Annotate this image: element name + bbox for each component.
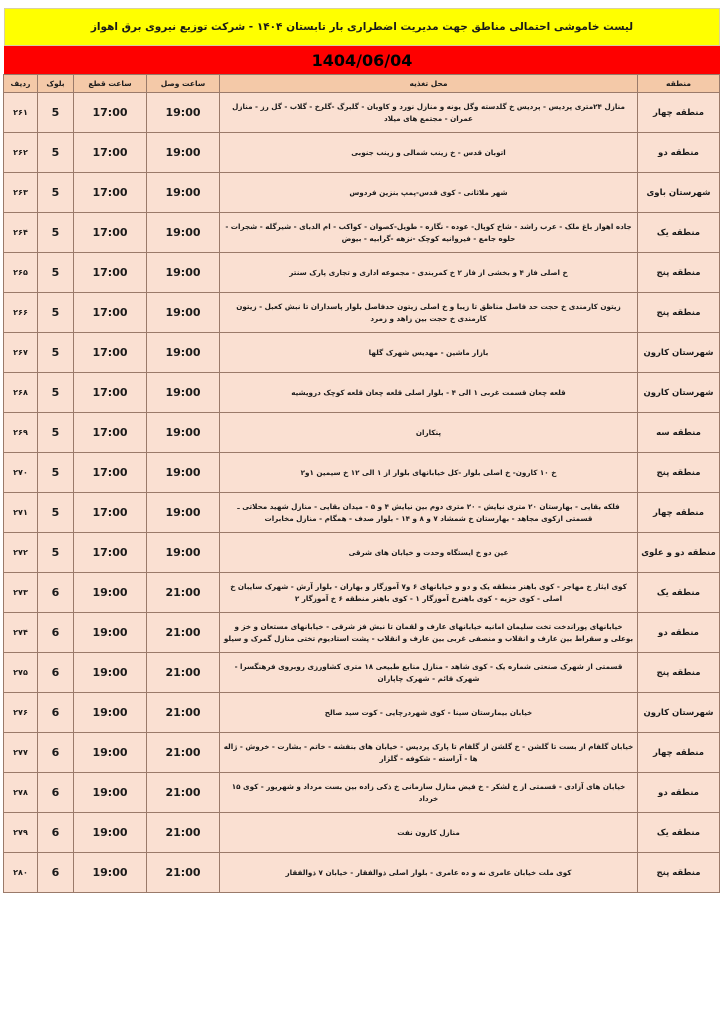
cell-place: زیتون کارمندی خ حجت حد فاصل مناظق تا زیبا و خ اصلی زیتون حدفاصل بلوار پاسداران تا نبش کعبل - زیتون کارمندی خ حجت بین زاهد و زمرد: [220, 293, 638, 333]
cell-place: پنکاران: [220, 413, 638, 453]
cell-index: ۲۶۱: [4, 93, 38, 133]
cell-region: منطقه پنج: [638, 853, 720, 893]
cell-restore-time: 21:00: [147, 773, 220, 813]
table-row: [4, 693, 720, 733]
cell-block: 6: [38, 573, 74, 613]
cell-index: ۲۶۴: [4, 213, 38, 253]
cell-block: 5: [38, 453, 74, 493]
cell-region: منطقه یک: [638, 573, 720, 613]
cell-restore-time: 19:00: [147, 253, 220, 293]
cell-region: منطقه سه: [638, 413, 720, 453]
cell-index: ۲۶۶: [4, 293, 38, 333]
column-header-restore-time: ساعت وصل: [147, 75, 220, 93]
table-row: [4, 813, 720, 853]
cell-block: 6: [38, 653, 74, 693]
report-date: 1404/06/04: [311, 50, 413, 70]
cell-region: منطقه پنج: [638, 453, 720, 493]
cell-region: منطقه یک: [638, 813, 720, 853]
cell-outage-time: 19:00: [74, 733, 147, 773]
table-row: [4, 853, 720, 893]
cell-outage-time: 17:00: [74, 293, 147, 333]
table-body: [4, 93, 720, 893]
table-row: [4, 533, 720, 573]
report-title: لیست خاموشی احتمالی مناطق جهت مدیریت اضطراری بار تابستان ۱۴۰۴ - شرکت توزیع نیروی برق اهواز: [90, 21, 634, 33]
cell-region: منطقه چهار: [638, 493, 720, 533]
cell-block: 6: [38, 733, 74, 773]
cell-region: منطقه دو: [638, 613, 720, 653]
cell-index: ۲۷۹: [4, 813, 38, 853]
cell-index: ۲۷۶: [4, 693, 38, 733]
cell-index: ۲۷۷: [4, 733, 38, 773]
cell-restore-time: 21:00: [147, 573, 220, 613]
cell-index: ۲۶۳: [4, 173, 38, 213]
cell-place: بازار ماشین - مهدیس شهرک گلها: [220, 333, 638, 373]
cell-index: ۲۶۵: [4, 253, 38, 293]
table-row: [4, 253, 720, 293]
table-row: [4, 493, 720, 533]
column-header-block: بلوک: [38, 75, 74, 93]
table-row: [4, 373, 720, 413]
cell-block: 5: [38, 373, 74, 413]
cell-restore-time: 19:00: [147, 533, 220, 573]
table-row: [4, 653, 720, 693]
cell-region: منطقه پنج: [638, 293, 720, 333]
cell-place: اتوبان قدس - خ زینب شمالی و زینب جنوبی: [220, 133, 638, 173]
cell-restore-time: 19:00: [147, 213, 220, 253]
cell-block: 6: [38, 773, 74, 813]
table-header-row: [4, 75, 720, 93]
cell-restore-time: 19:00: [147, 493, 220, 533]
cell-place: کوی ملت خیابان عامری نه و ده عامری - بلوار اصلی ذوالفقار - خیابان ۷ ذوالفقار: [220, 853, 638, 893]
column-header-place: محل تغذیه: [220, 75, 638, 93]
table-row: [4, 293, 720, 333]
cell-block: 5: [38, 173, 74, 213]
cell-outage-time: 19:00: [74, 853, 147, 893]
cell-index: ۲۶۸: [4, 373, 38, 413]
cell-index: ۲۸۰: [4, 853, 38, 893]
cell-index: ۲۷۴: [4, 613, 38, 653]
cell-place: خ ۱۰ کارون- خ اصلی بلوار -کل خیابانهای بلوار از ۱ الی ۱۲ خ سیمین ۱و۲: [220, 453, 638, 493]
cell-index: ۲۷۵: [4, 653, 38, 693]
cell-outage-time: 19:00: [74, 573, 147, 613]
column-header-index: ردیف: [4, 75, 38, 93]
cell-region: شهرستان کارون: [638, 373, 720, 413]
cell-index: ۲۶۷: [4, 333, 38, 373]
cell-outage-time: 17:00: [74, 253, 147, 293]
cell-restore-time: 19:00: [147, 373, 220, 413]
cell-place: خ اصلی فاز ۴ و بخشی از فاز ۲ خ کمربندی - مجموعه اداری و تجاری پارک سنتر: [220, 253, 638, 293]
cell-restore-time: 19:00: [147, 293, 220, 333]
cell-place: شهر ملاثانی - کوی قدس-پمپ بنزین فردوس: [220, 173, 638, 213]
outage-table: [3, 74, 720, 893]
cell-place: عین دو خ ایستگاه وحدت و خیابان های شرقی: [220, 533, 638, 573]
cell-restore-time: 21:00: [147, 813, 220, 853]
cell-place: کوی ایثار خ مهاجر - کوی باهنر منطقه یک و دو و خیابانهای ۶ و۷ آموزگار و بهاران - بلوار آرش - شهرک سایبان خ اصلی - کوی حزیه - کوی باهنرخ آموزگار ۱ - کوی باهنر منطقه ۶ خ آموزگار ۲: [220, 573, 638, 613]
cell-index: ۲۷۳: [4, 573, 38, 613]
table-row: [4, 173, 720, 213]
cell-place: خیابانهای پوراندخت تخت سلیمان امانیه خیابانهای عارف و لقمان تا نبش فز شرقی - خیابانهای مستعان و خز و بوعلی و سقراط بین عارف و انقلاب و منصفی غربی بین عارف و انقلاب - پشت استادیوم تختی منازل گمرک و سیلو: [220, 613, 638, 653]
cell-region: منطقه دو و علوی: [638, 533, 720, 573]
cell-outage-time: 19:00: [74, 653, 147, 693]
cell-outage-time: 17:00: [74, 213, 147, 253]
cell-index: ۲۷۱: [4, 493, 38, 533]
column-header-outage-time: ساعت قطع: [74, 75, 147, 93]
cell-index: ۲۷۸: [4, 773, 38, 813]
cell-place: قلعه چعان قسمت غربی ۱ الی ۴ - بلوار اصلی قلعه چعان قلعه کوچک درویشیه: [220, 373, 638, 413]
cell-place: منازل ۲۴متری پردیس - پردیس خ گلدسته وگل یونه و منازل نورد و کاویان - گلبرگ -گلرخ - گلاب - گل رز - منازل عمران - مجتمع های میلاد: [220, 93, 638, 133]
cell-block: 5: [38, 133, 74, 173]
cell-place: منازل کارون نفت: [220, 813, 638, 853]
cell-place: خیابان بیمارستان سینا - کوی شهردرچایی - کوت سید صالح: [220, 693, 638, 733]
cell-region: منطقه چهار: [638, 733, 720, 773]
cell-outage-time: 17:00: [74, 373, 147, 413]
cell-restore-time: 19:00: [147, 453, 220, 493]
cell-outage-time: 19:00: [74, 613, 147, 653]
cell-restore-time: 19:00: [147, 413, 220, 453]
cell-region: منطقه پنج: [638, 653, 720, 693]
cell-block: 6: [38, 853, 74, 893]
cell-outage-time: 17:00: [74, 173, 147, 213]
cell-region: منطقه دو: [638, 773, 720, 813]
cell-restore-time: 21:00: [147, 853, 220, 893]
cell-block: 5: [38, 293, 74, 333]
cell-region: شهرستان کارون: [638, 693, 720, 733]
cell-outage-time: 17:00: [74, 333, 147, 373]
cell-block: 6: [38, 813, 74, 853]
cell-block: 5: [38, 493, 74, 533]
cell-outage-time: 19:00: [74, 773, 147, 813]
cell-region: منطقه چهار: [638, 93, 720, 133]
table-row: [4, 773, 720, 813]
cell-region: شهرستان کارون: [638, 333, 720, 373]
cell-region: منطقه یک: [638, 213, 720, 253]
cell-restore-time: 21:00: [147, 653, 220, 693]
cell-outage-time: 17:00: [74, 133, 147, 173]
cell-block: 6: [38, 693, 74, 733]
table-header: [4, 75, 720, 93]
cell-place: جاده اهواز باغ ملک - عرب راشد - شاخ کوپال- عوده - نگازه - طویل-کصوان - کواکب - ام الدبای - شیرگله - شجرات - حلوه جامع - فیروانیه کوچک -نزهه -گرابیه - بیوض: [220, 213, 638, 253]
table-row: [4, 213, 720, 253]
cell-outage-time: 19:00: [74, 813, 147, 853]
cell-block: 5: [38, 93, 74, 133]
cell-block: 5: [38, 333, 74, 373]
report-title-bar: [4, 8, 720, 46]
cell-block: 5: [38, 213, 74, 253]
cell-restore-time: 19:00: [147, 93, 220, 133]
cell-place: قسمتی از شهرک صنعتی شماره یک - کوی شاهد - منازل منابع طبیعی ۱۸ متری کشاورزی روبروی فرهنگسرا - شهرک قائم - شهرک چاپاران: [220, 653, 638, 693]
cell-outage-time: 19:00: [74, 693, 147, 733]
cell-restore-time: 19:00: [147, 173, 220, 213]
table-row: [4, 133, 720, 173]
column-header-region: منطقه: [638, 75, 720, 93]
table-row: [4, 333, 720, 373]
cell-place: فلکه بقایی - بهارستان ۲۰ متری نیایش - ۲۰ متری دوم بین نیایش ۴ و ۵ - میدان بقایی - منازل شهید محلاتی ـ قسمتی ازکوی مجاهد - بهارستان خ شمشاد ۷ و ۸ و ۱۴ - بلوار صدف - همگام - منازل مخابرات: [220, 493, 638, 533]
cell-outage-time: 17:00: [74, 493, 147, 533]
table-row: [4, 573, 720, 613]
cell-restore-time: 21:00: [147, 613, 220, 653]
cell-place: خیابان های آزادی - قسمتی از خ لشکر - خ فیض منازل سازمانی خ ذکی زاده بین بست مرداد و شهریور - کوی ۱۵ خرداد: [220, 773, 638, 813]
table-row: [4, 733, 720, 773]
cell-place: خیابان گلفام از بست تا گلشن - خ گلشن از گلفام تا پارک پردیس - خیابان های بنفشه - خاتم - بشارت - خروش - ژاله ها - آراسته - شکوفه - گلزار: [220, 733, 638, 773]
table-row: [4, 453, 720, 493]
cell-block: 5: [38, 253, 74, 293]
cell-index: ۲۶۲: [4, 133, 38, 173]
cell-outage-time: 17:00: [74, 413, 147, 453]
table-row: [4, 93, 720, 133]
table-row: [4, 413, 720, 453]
cell-restore-time: 21:00: [147, 733, 220, 773]
cell-outage-time: 17:00: [74, 93, 147, 133]
cell-index: ۲۶۹: [4, 413, 38, 453]
cell-outage-time: 17:00: [74, 533, 147, 573]
table-row: [4, 613, 720, 653]
cell-block: 5: [38, 413, 74, 453]
cell-block: 6: [38, 613, 74, 653]
cell-block: 5: [38, 533, 74, 573]
report-date-bar: [4, 46, 720, 74]
cell-index: ۲۷۲: [4, 533, 38, 573]
cell-index: ۲۷۰: [4, 453, 38, 493]
cell-region: منطقه پنج: [638, 253, 720, 293]
cell-region: شهرستان باوی: [638, 173, 720, 213]
cell-restore-time: 19:00: [147, 333, 220, 373]
cell-region: منطقه دو: [638, 133, 720, 173]
cell-outage-time: 17:00: [74, 453, 147, 493]
cell-restore-time: 19:00: [147, 133, 220, 173]
cell-restore-time: 21:00: [147, 693, 220, 733]
